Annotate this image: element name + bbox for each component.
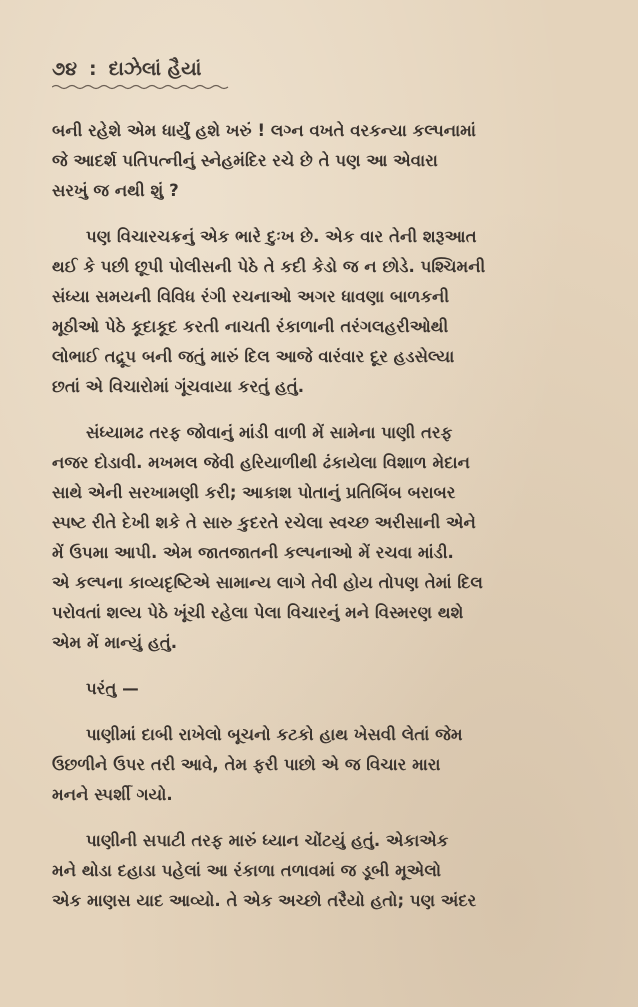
text-line: થઈ કે પછી છૂપી પોલીસની પેઠે તે કદી કેડો જ ન છોડે. પશ્ચિમની — [52, 257, 486, 276]
text-line: એક માણસ યાદ આવ્યો. તે એક અચ્છો તરૈયો હતો; પણ અંદર — [52, 891, 477, 910]
text-line: ઉછળીને ઉપર તરી આવે, તેમ ફરી પાછો એ જ વિચાર મારા — [52, 755, 441, 774]
page-number: ૭૪ — [52, 58, 77, 80]
paragraph — [52, 674, 598, 704]
text-line: મૂઠીઓ પેઠે કૂદાકૂદ કરતી નાચતી રંકાળાની તરંગલહરીઓથી — [52, 317, 449, 336]
text-line: પાણીની સપાટી તરફ મારું ધ્યાન ચોંટયું હતું. એકાએક — [86, 831, 449, 850]
header-separator: : — [89, 58, 97, 80]
text-line: લોભાઈ તદ્રૂપ બની જતું મારું દિલ આજે વારંવાર દૂર હડસેલ્યા — [52, 347, 455, 366]
text-line: એમ મેં માન્યું હતું. — [52, 633, 178, 652]
text-line: નજર દોડાવી. મખમલ જેવી હરિયાળીથી ઢંકાયેલા વિશાળ મેદાન — [52, 453, 470, 472]
text-line: પણ વિચારચક્રનું એક ભારે દુઃખ છે. એક વાર તેની શરૂઆત — [86, 227, 477, 246]
paragraph — [52, 720, 598, 810]
text-line: બની રહેશે એમ ધાર્યું હશે ખરું ! લગ્ન વખતે વરકન્યા કલ્પનામાં — [52, 121, 476, 140]
text-line: જે આદર્શ પતિપત્નીનું સ્નેહમંદિર રચે છે તે પણ આ એવારા — [52, 151, 438, 170]
text-line: પરોવતાં શલ્ય પેઠે ખૂંચી રહેલા પેલા વિચારનું મને વિસ્મરણ થશે — [52, 603, 464, 622]
running-header — [52, 58, 598, 80]
text-line: પરંતુ — — [86, 679, 139, 698]
text-line: મને થોડા દહાડા પહેલાં આ રંકાળા તળાવમાં જ ડૂબી મૂએલો — [52, 861, 442, 880]
body-text — [52, 116, 598, 916]
text-line: મેં ઉપમા આપી. એમ જાતજાતની કલ્પનાઓ મેં રચવા માંડી. — [52, 543, 454, 562]
text-line: પાણીમાં દાબી રાખેલો બૂચનો કટકો હાથ ખેસવી લેતાં જેમ — [86, 725, 463, 744]
paragraph — [52, 418, 598, 658]
text-line: સંધ્યામઢ તરફ જોવાનું માંડી વાળી મેં સામેના પાણી તરફ — [86, 423, 453, 442]
text-line: સંધ્યા સમયની વિવિધ રંગી રચનાઓ અગર ધાવણા બાળકની — [52, 287, 450, 306]
paragraph — [52, 116, 598, 206]
chapter-title: દાઝેલાં હૈયાં — [108, 58, 202, 80]
wavy-underline — [52, 84, 230, 90]
text-line: એ કલ્પના કાવ્યદૃષ્ટિએ સામાન્ય લાગે તેવી હોય તોપણ તેમાં દિલ — [52, 573, 483, 592]
paragraph — [52, 222, 598, 402]
text-line: સાથે એની સરખામણી કરી; આકાશ પોતાનું પ્રતિબિંબ બરાબર — [52, 483, 456, 502]
text-line: સ્પષ્ટ રીતે દેખી શકે તે સારુ કુદરતે રચેલા સ્વચ્છ અરીસાની એને — [52, 513, 476, 532]
paragraph — [52, 826, 598, 916]
text-line: મનને સ્પર્શી ગયો. — [52, 785, 173, 804]
text-line: છતાં એ વિચારોમાં ગૂંચવાયા કરતું હતું. — [52, 377, 305, 396]
text-line: સરખું જ નથી શું ? — [52, 181, 179, 200]
